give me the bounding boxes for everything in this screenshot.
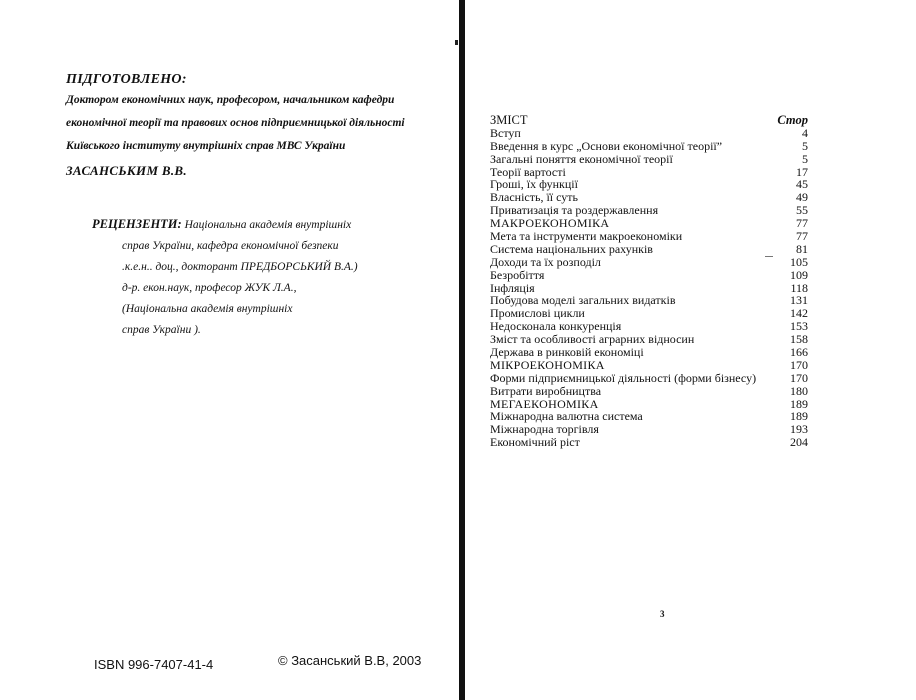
prepared-by-block — [66, 72, 446, 179]
toc-entry-page: 170 — [790, 357, 808, 372]
toc-header — [490, 114, 808, 127]
reviewers-line: Національна академія внутрішніх — [184, 219, 352, 231]
toc-entry-title: МІКРОЕКОНОМІКА — [490, 357, 605, 372]
isbn: ISBN 996-7407-41-4 — [94, 657, 214, 672]
toc-entry-page: 4 — [802, 125, 808, 140]
toc-entry-title: Міжнародна торгівля — [490, 422, 599, 437]
toc-entry — [490, 359, 808, 372]
toc-entry — [490, 436, 808, 449]
toc-entries — [490, 127, 808, 449]
toc-entry-page: 142 — [790, 306, 808, 321]
toc-entry — [490, 127, 808, 140]
prepared-line: Доктором економічних наук, професором, начальником кафедри — [66, 94, 395, 106]
toc-entry-title: Мета та інструменти макроекономіки — [490, 229, 683, 244]
book-spine-divider — [459, 0, 465, 700]
reviewers-line: (Національна академія внутрішніх — [122, 303, 293, 315]
right-page — [466, 0, 916, 700]
toc-entry-title: Інфляція — [490, 280, 535, 295]
toc-entry-title: Форми підприємницької діяльності (форми бізнесу) — [490, 370, 757, 385]
toc-entry — [490, 372, 808, 385]
toc-entry — [490, 346, 808, 359]
prepared-line: Київського інституту внутрішніх справ МВС України — [66, 140, 346, 152]
toc-entry-title: Введення в курс „Основи економічної теорії” — [490, 138, 723, 153]
toc-entry-title: Безробіття — [490, 267, 545, 282]
toc-entry-title: Власність, її суть — [490, 190, 578, 205]
toc-entry-page: 131 — [790, 293, 808, 308]
prepared-line: економічної теорії та правових основ підприємницької діяльності — [66, 117, 405, 129]
reviewers-line: справ України ). — [122, 324, 201, 336]
toc-entry-page: 109 — [790, 267, 808, 282]
toc-entry-page: 5 — [802, 151, 808, 166]
table-of-contents — [490, 114, 808, 449]
toc-entry-title: Промислові цикли — [490, 306, 585, 321]
reviewers-label: РЕЦЕНЗЕНТИ: — [92, 217, 182, 231]
toc-entry-page: 153 — [790, 319, 808, 334]
toc-entry-title: Приватизація та роздержавлення — [490, 203, 659, 218]
reviewers-block — [92, 214, 432, 341]
page-number: 3 — [660, 609, 665, 619]
toc-entry — [490, 385, 808, 398]
toc-entry — [490, 230, 808, 243]
toc-entry-title: Зміст та особливості аграрних відносин — [490, 332, 695, 347]
toc-entry-title: Гроші, їх функції — [490, 177, 578, 192]
copyright: © Засанський В.В, 2003 — [278, 653, 422, 668]
author-name: ЗАСАНСЬКИМ В.В. — [66, 163, 187, 178]
toc-entry-page: 105 — [790, 254, 808, 269]
toc-entry-page: 180 — [790, 383, 808, 398]
reviewers-line: д-р. екон.наук, професор ЖУК Л.А., — [122, 282, 297, 294]
toc-entry-page: 77 — [796, 216, 808, 231]
toc-entry-title: МЕГАЕКОНОМІКА — [490, 396, 599, 411]
toc-entry — [490, 243, 808, 256]
toc-entry-title: Теорії вартості — [490, 164, 566, 179]
reviewers-line: справ України, кафедра економічної безпеки — [122, 240, 339, 252]
toc-entry-title: Вступ — [490, 125, 521, 140]
toc-entry-page: 5 — [802, 138, 808, 153]
toc-entry-page: 81 — [796, 241, 808, 256]
spine-mark — [455, 40, 458, 45]
toc-entry-page: 170 — [790, 370, 808, 385]
toc-entry-page: 189 — [790, 396, 808, 411]
stray-mark — [765, 256, 773, 257]
toc-entry-title: Витрати виробництва — [490, 383, 602, 398]
prepared-title: ПІДГОТОВЛЕНО: — [66, 72, 187, 87]
toc-entry-title: МАКРОЕКОНОМІКА — [490, 216, 610, 231]
toc-entry-page: 77 — [796, 229, 808, 244]
toc-entry-page: 158 — [790, 332, 808, 347]
toc-entry — [490, 269, 808, 282]
toc-entry-page: 193 — [790, 422, 808, 437]
toc-entry — [490, 153, 808, 166]
toc-entry-title: Недосконала конкуренція — [490, 319, 622, 334]
toc-entry — [490, 140, 808, 153]
toc-heading: ЗМІСТ — [490, 113, 528, 127]
toc-entry-title: Міжнародна валютна система — [490, 409, 643, 424]
toc-entry-page: 204 — [790, 435, 808, 450]
toc-entry-page: 55 — [796, 203, 808, 218]
reviewers-line: .к.е.н.. доц., докторант ПРЕДБОРСЬКИЙ В.А.) — [122, 261, 358, 273]
toc-entry-title: Побудова моделі загальних видатків — [490, 293, 676, 308]
toc-entry-page: 189 — [790, 409, 808, 424]
toc-entry-page: 49 — [796, 190, 808, 205]
toc-entry-title: Система національних рахунків — [490, 241, 653, 256]
toc-entry — [490, 256, 808, 269]
toc-entry-page: 118 — [790, 280, 808, 295]
toc-entry-title: Держава в ринковій економіці — [490, 345, 644, 360]
toc-entry-title: Економічний ріст — [490, 435, 580, 450]
toc-entry-page: 17 — [796, 164, 808, 179]
toc-entry-page: 166 — [790, 345, 808, 360]
toc-page-heading: Стор — [777, 113, 808, 127]
toc-entry-title: Загальні поняття економічної теорії — [490, 151, 673, 166]
toc-entry-page: 45 — [796, 177, 808, 192]
toc-entry-title: Доходи та їх розподіл — [490, 254, 601, 269]
